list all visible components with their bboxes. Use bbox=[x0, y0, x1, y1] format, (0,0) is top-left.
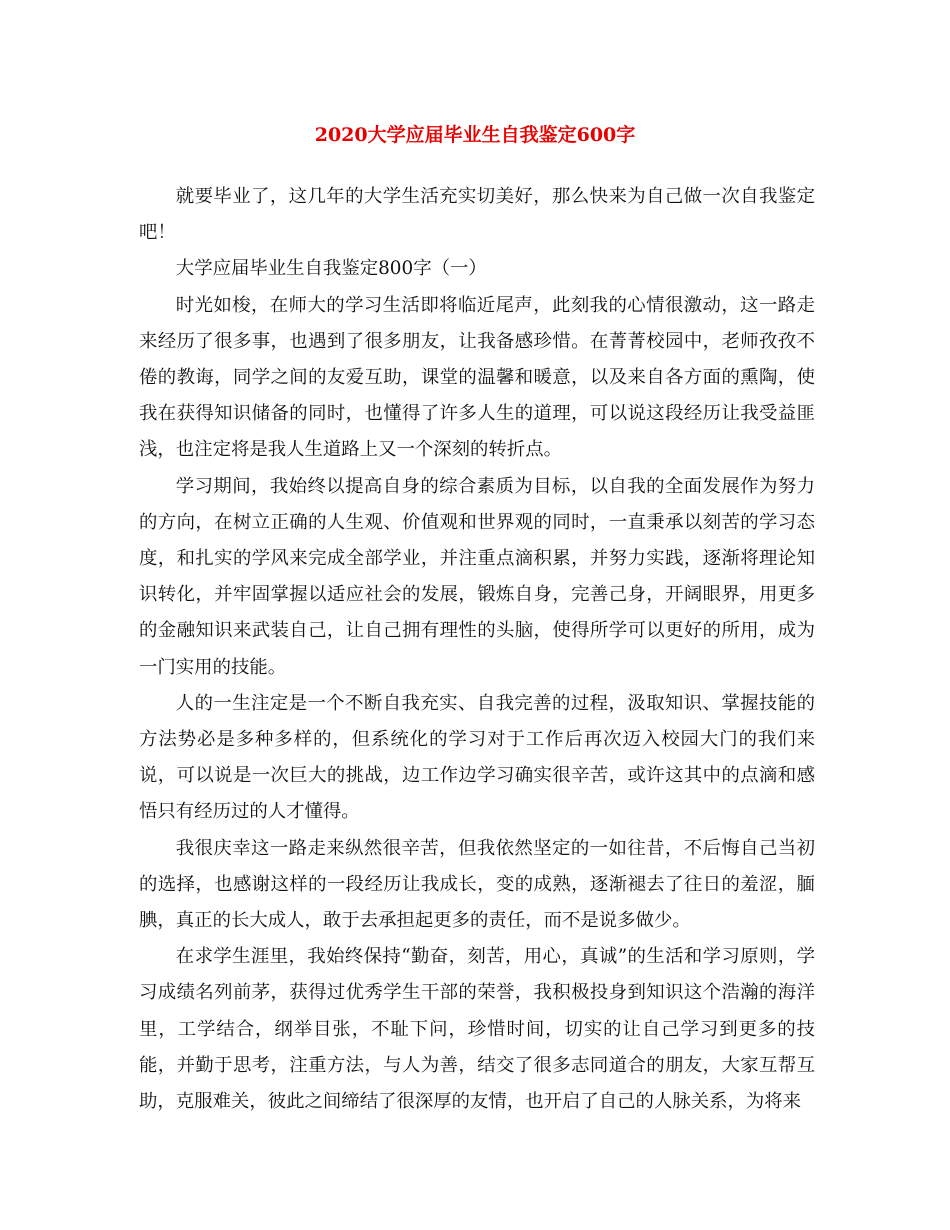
paragraph: 我很庆幸这一路走来纵然很辛苦，但我依然坚定的一如往昔，不后悔自己当初的选择，也感谢这样的一段经历让我成长，变的成熟，逐渐褪去了往日的羞涩，腼腆，真正的长大成人，敢于去承担起更多的责任，而不是说多做少。 bbox=[139, 837, 815, 932]
paragraph: 人的一生注定是一个不断自我充实、自我完善的过程，汲取知识、掌握技能的方法势必是多种多样的，但系统化的学习对于工作后再次迈入校园大门的我们来说，可以说是一次巨大的挑战，边工作边学习确实很辛苦，或许这其中的点滴和感悟只有经历过的人才懂得。 bbox=[139, 692, 815, 823]
document-title: 2020大学应届毕业生自我鉴定600字 bbox=[314, 124, 636, 146]
section-heading: 大学应届毕业生自我鉴定800字（一） bbox=[175, 258, 487, 280]
paragraph: 时光如梭，在师大的学习生活即将临近尾声，此刻我的心情很激动，这一路走来经历了很多事，也遇到了很多朋友，让我备感珍惜。在菁菁校园中，老师孜孜不倦的教诲，同学之间的友爱互助，课堂的温馨和暖意，以及来自各方面的熏陶，使我在获得知识储备的同时，也懂得了许多人生的道理，可以说这段经历让我受益匪浅，也注定将是我人生道路上又一个深刻的转折点。 bbox=[139, 294, 815, 461]
paragraph: 在求学生涯里，我始终保持“勤奋，刻苦，用心，真诚”的生活和学习原则，学习成绩名列前茅，获得过优秀学生干部的荣誉，我积极投身到知识这个浩瀚的海洋里，工学结合，纲举目张，不耻下问，珍惜时间，切实的让自己学习到更多的技能，并勤于思考，注重方法，与人为善，结交了很多志同道合的朋友，大家互帮互助，克服难关，彼此之间缔结了很深厚的友情，也开启了自己的人脉关系，为将来 bbox=[139, 946, 815, 1113]
paragraph-intro: 就要毕业了，这几年的大学生活充实切美好，那么快来为自己做一次自我鉴定吧！ bbox=[139, 186, 815, 244]
document-body bbox=[139, 179, 815, 1120]
paragraph: 学习期间，我始终以提高自身的综合素质为目标，以自我的全面发展作为努力的方向，在树立正确的人生观、价值观和世界观的同时，一直秉承以刻苦的学习态度，和扎实的学风来完成全部学业，并注重点滴积累，并努力实践，逐渐将理论知识转化，并牢固掌握以适应社会的发展，锻炼自身，完善己身，开阔眼界，用更多的金融知识来武装自己，让自己拥有理性的头脑，使得所学可以更好的所用，成为一门实用的技能。 bbox=[139, 475, 815, 678]
